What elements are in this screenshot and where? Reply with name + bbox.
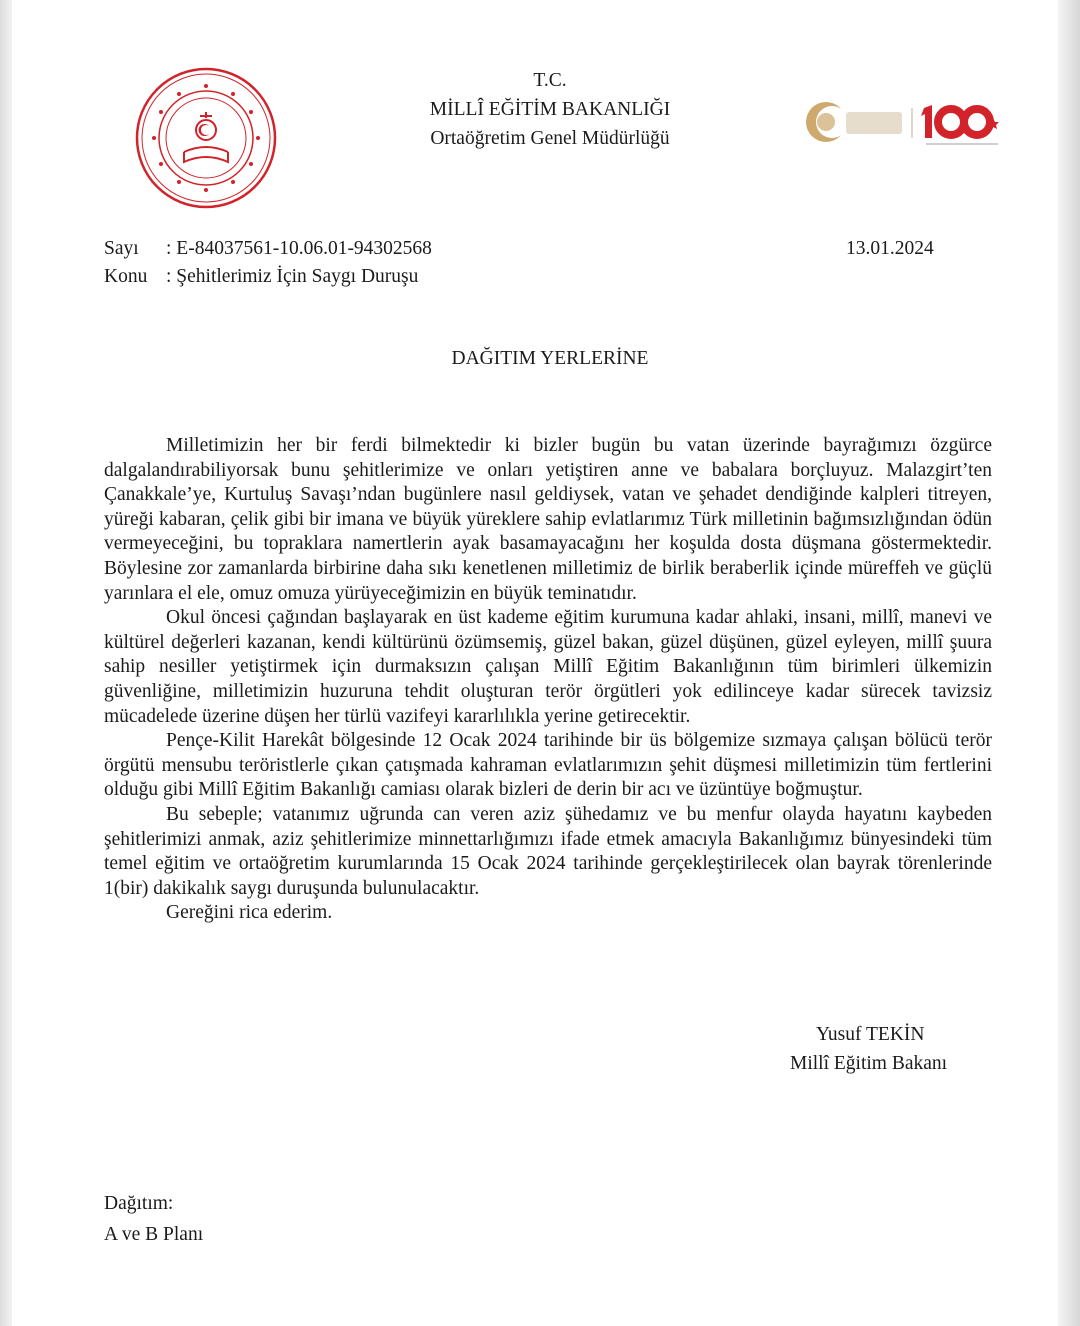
body-paragraph-2: Okul öncesi çağından başlayarak en üst kademe eğitim kurumuna kadar ahlaki, insani, millî, manevi ve kültürel değerleri kazanan, kendi kültürünü özümsemiş, güzel bakan, güzel düşünen, güzel eyleyen, millî şuura sahip nesiller yetiştirmek için durmaksızın çalışan Millî Eğitim Bakanlığının tüm birimleri ülkemizin güvenliğine, milletimizin huzuruna tehdit oluşturan terör örgütleri yok edilinceye kadar sürecek tavizsiz mücadelede üzerine düşen her türlü vazifeyi kararlılıkla yerine getirecektir. xyxy=(104,607,992,727)
signature-block xyxy=(790,1020,947,1078)
recipient-heading: DAĞITIM YERLERİNE xyxy=(451,348,649,369)
ministry-seal-icon xyxy=(134,66,278,210)
konu-value: : Şehitlerimiz İçin Saygı Duruşu xyxy=(166,266,419,287)
turkiye-yuzyili-100-logo-icon xyxy=(800,96,1010,152)
sayi-label: Sayı xyxy=(104,238,139,259)
page-edge-right xyxy=(1058,0,1080,1326)
page-edge-left xyxy=(0,0,12,1326)
distribution-block xyxy=(104,1188,203,1250)
body-closing: Gereğini rica ederim. xyxy=(166,902,333,924)
letterhead-tc: T.C. xyxy=(533,70,567,91)
sayi-value: : E-84037561-10.06.01-94302568 xyxy=(166,238,432,259)
signatory-title: Millî Eğitim Bakanı xyxy=(790,1053,948,1074)
letterhead xyxy=(380,66,720,153)
letter-body xyxy=(104,434,992,926)
document-date: 13.01.2024 xyxy=(846,238,934,259)
body-paragraph-1: Milletimizin her bir ferdi bilmektedir ki bizler bugün bu vatan üzerinde bayrağımızı özgürce dalgalandırabiliyorsak bunu şehitlerimize ve onları yetiştiren anne ve babalara borçluyuz. Malazgirt’ten Çanakkale’ye, Kurtuluş Savaşı’ndan bugünlere nasıl geldiysek, vatan ve şehadet dendiğinde kalpleri titreyen, yüreği kabaran, çelik gibi bir imana ve büyük yüreklere sahip evlatlarımız Türk milletinin bağımsızlığından ödün vermeyeceğini, bu topraklara namertlerin ayak basamayacağını her koşulda dosta düşmana göstermektedir. Böylesine zor zamanlarda birbirine daha sıkı kenetlenen milletimiz de birlik beraberlik içinde müreffeh ve güçlü yarınlara el ele, omuz omuza yürüyeceğimizin en büyük teminatıdır. xyxy=(104,435,992,604)
sayi-row xyxy=(104,238,432,260)
body-paragraph-4: Bu sebeple; vatanımız uğrunda can veren aziz şühedamız ve bu menfur olayda hayatını kaybeden şehitlerimizi anmak, aziz şehitlerimize minnettarlığımızı ifade etmek amacıyla Bakanlığımız bünyesindeki tüm temel eğitim ve ortaöğretim kurumlarında 15 Ocak 2024 tarihinde gerçekleştirilecek olan bayrak törenlerinde 1(bir) dakikalık saygı duruşunda bulunulacaktır. xyxy=(104,803,992,899)
letterhead-ministry: MİLLÎ EĞİTİM BAKANLIĞI xyxy=(429,99,671,120)
konu-row xyxy=(104,266,418,288)
distribution-value: A ve B Planı xyxy=(104,1224,204,1245)
distribution-label: Dağıtım: xyxy=(104,1193,174,1214)
body-paragraph-3: Pençe-Kilit Harekât bölgesinde 12 Ocak 2024 tarihinde bir üs bölgemize sızmaya çalışan bölücü terör örgütü mensubu teröristlerle çıkan çatışmada kahraman evlatlarımızın şehit düşmesi milletimizin tüm fertlerini olduğu gibi Millî Eğitim Bakanlığı camiası olarak bizleri de derin bir acı ve üzüntüye boğmuştur. xyxy=(104,730,992,801)
konu-label: Konu xyxy=(104,266,148,287)
letterhead-department: Ortaöğretim Genel Müdürlüğü xyxy=(430,128,670,149)
signatory-name: Yusuf TEKİN xyxy=(816,1024,925,1045)
